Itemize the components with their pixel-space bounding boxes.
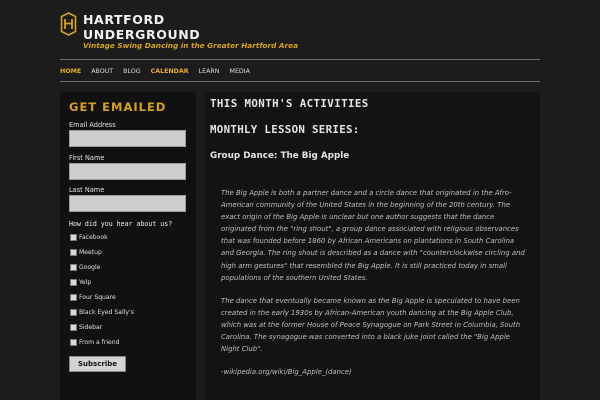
checkbox[interactable] [70,309,77,316]
last-name-field[interactable] [69,195,186,212]
subscribe-button[interactable]: Subscribe [69,356,126,372]
nav-learn[interactable]: LEARN [198,67,220,75]
referral-option-black-eyed-sallys[interactable] [70,309,134,316]
nav-divider-bottom [60,81,540,82]
checkbox[interactable] [70,249,77,256]
checkbox[interactable] [70,279,77,286]
checkbox[interactable] [70,234,77,241]
referral-option-meetup[interactable] [70,249,102,256]
option-label: Google [79,264,101,271]
last-name-label: Last Name [69,186,105,194]
option-label: Four Square [79,294,116,301]
site-title[interactable]: HARTFORD UNDERGROUND [83,12,201,42]
referral-question: How did you hear about us? [69,220,173,228]
email-label: Email Address [69,121,116,129]
option-label: Yelp [79,279,92,286]
option-label: Meetup [79,249,102,256]
description-paragraph: The dance that eventually became known as the Big Apple is speculated to have been created in the early 1930s by African-American youth dancing at the Big Apple Club, which was at the former House of Peace Synagogue on Park Street in Columbia, South Carolina. The synagogue was converted into a black juke joint called the "Big Apple Night Club". [221,297,521,354]
source-citation: -wikipedia.org/wiki/Big_Apple_(dance) [221,368,352,376]
lesson-title: Group Dance: The Big Apple [210,151,350,161]
site-tagline: Vintage Swing Dancing in the Greater Hartford Area [83,41,298,50]
nav-divider-top [60,59,540,60]
email-signup-sidebar [60,92,196,400]
hu-logo-icon[interactable] [60,12,77,36]
referral-option-friend[interactable] [70,339,120,346]
checkbox[interactable] [70,339,77,346]
checkbox[interactable] [70,294,77,301]
referral-option-sidebar[interactable] [70,324,102,331]
option-label: Sidebar [79,324,103,331]
checkbox[interactable] [70,324,77,331]
option-label: From a friend [79,339,120,346]
sidebar-title: GET EMAILED [69,100,167,114]
main-content [205,92,540,400]
referral-option-facebook[interactable] [70,234,108,241]
description-paragraph: The Big Apple is both a partner dance and a circle dance that originated in the Afro-American community of the United States in the beginning of the 20th century. The exact origin of the Big Apple is unclear but one author suggests that the dance originated from the "ring shout", a group dance associated with religious observances that was founded before 1860 by African Americans on plantations in South Carolina and Georgia. The ring shout is described as a dance with "counterclockwise circling and high arm gestures" that resembled the Big Apple. It is still practiced today in small populations of the southern United States. [221,189,525,282]
nav-home[interactable]: HOME [60,67,82,75]
checkbox[interactable] [70,264,77,271]
referral-option-google[interactable] [70,264,101,271]
email-field[interactable] [69,130,186,147]
section-heading: MONTHLY LESSON SERIES: [210,123,360,136]
first-name-label: First Name [69,154,105,162]
option-label: Black Eyed Sally's [79,309,134,316]
nav-about[interactable]: ABOUT [91,67,114,75]
referral-option-yelp[interactable] [70,279,91,286]
referral-option-foursquare[interactable] [70,294,116,301]
nav-calendar[interactable]: CALENDAR [150,67,189,75]
nav-media[interactable]: MEDIA [229,67,250,75]
page-title: THIS MONTH'S ACTIVITIES [210,97,369,110]
option-label: Facebook [79,234,108,241]
nav-blog[interactable]: BLOG [123,67,141,75]
first-name-field[interactable] [69,163,186,180]
main-nav [60,62,260,80]
